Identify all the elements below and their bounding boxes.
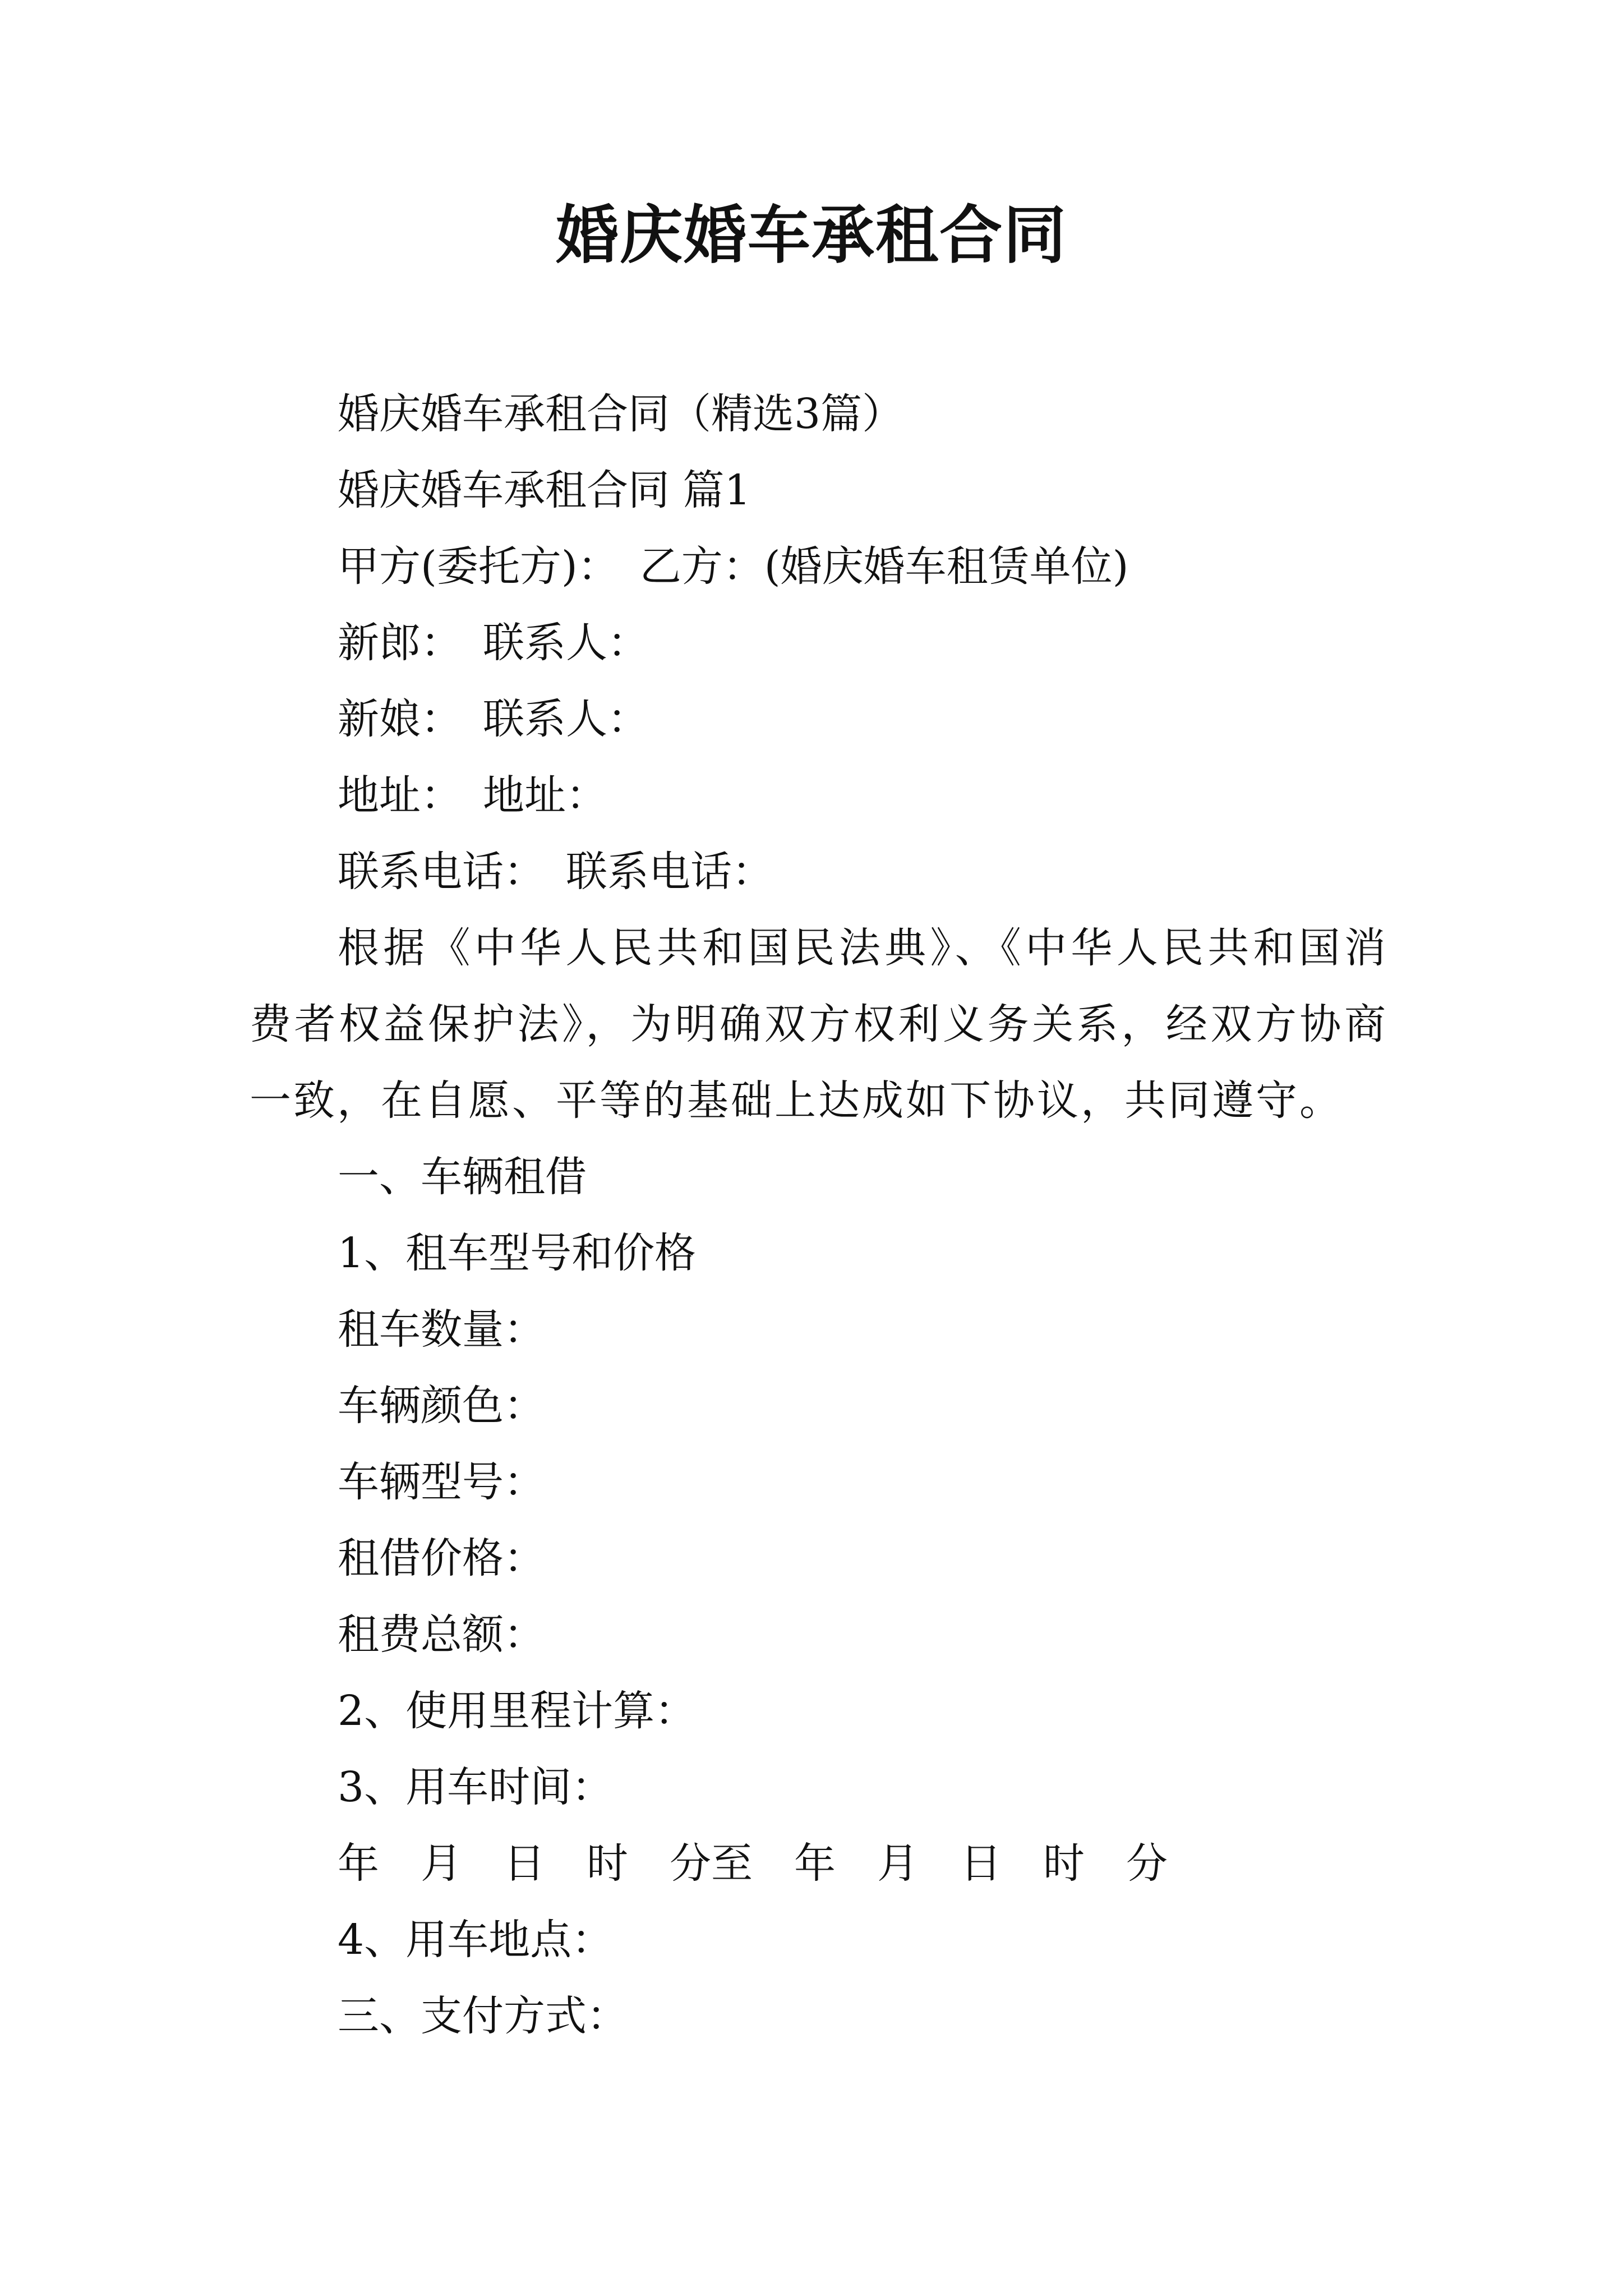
item-3-heading: 3、用车时间：	[338, 1763, 614, 1811]
bride-line: 新娘： 联系人：	[338, 695, 649, 743]
intro-paragraph: 根据《中华人民共和国民法典》、《中华人民共和国消费者权益保护法》，为明确双方权利义务关系，经双方协商一致，在自愿、平等的基础上达成如下协议，共同遵守。	[250, 924, 1388, 1125]
rental-price-line: 租借价格：	[338, 1534, 545, 1582]
vehicle-color-line: 车辆颜色：	[338, 1382, 545, 1430]
phone-line: 联系电话： 联系电话：	[338, 848, 773, 896]
address-line: 地址： 地址：	[338, 771, 607, 820]
document-body	[250, 376, 1388, 2054]
section-heading: 婚庆婚车承租合同 篇1	[338, 466, 751, 514]
part-three-heading: 三、支付方式：	[338, 1992, 628, 2040]
total-fee-line: 租费总额：	[338, 1611, 545, 1659]
item-2-heading: 2、使用里程计算：	[338, 1687, 697, 1735]
vehicle-model-line: 车辆型号：	[338, 1458, 545, 1506]
time-range-line: 年 月 日 时 分至 年 月 日 时 分	[338, 1839, 1168, 1888]
item-4-heading: 4、用车地点：	[338, 1916, 614, 1964]
document-title: 婚庆婚车承租合同	[556, 199, 1067, 272]
parties-line: 甲方(委托方)： 乙方：(婚庆婚车租赁单位)	[338, 542, 1129, 591]
part-one-heading: 一、车辆租借	[338, 1153, 587, 1201]
item-1-heading: 1、租车型号和价格	[338, 1229, 697, 1277]
document-subtitle: 婚庆婚车承租合同（精选3篇）	[338, 390, 904, 438]
rental-quantity-line: 租车数量：	[338, 1305, 545, 1354]
groom-line: 新郎： 联系人：	[338, 619, 649, 667]
